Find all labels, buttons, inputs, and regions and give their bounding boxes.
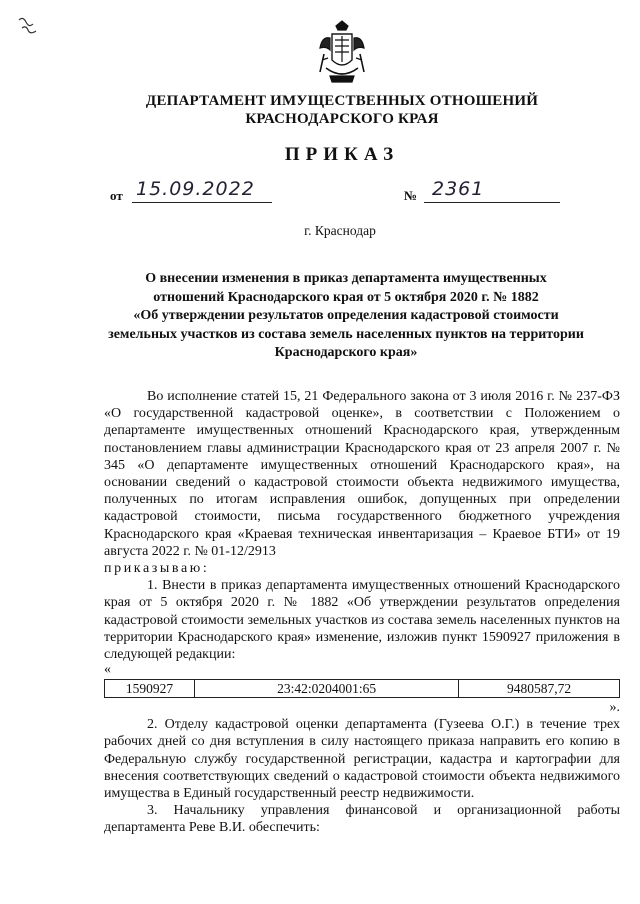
- date-underline: [132, 202, 272, 203]
- quote-close: ».: [609, 700, 620, 716]
- item-2-paragraph: 2. Отделу кадастровой оценки департамента (Гузеева О.Г.) в течение трех рабочих дней со дня вступления в силу настоящего приказа направить его копию в Федеральную службу государственной регистрации, кадастра и картографии для внесения соответствующих сведений о кадастровой стоимости объекта недвижимого имущества в Единый государственный реестр недвижимости.: [104, 717, 620, 802]
- number-label: №: [404, 188, 418, 203]
- table-cell-cadastral-number: 23:42:0204001:65: [195, 680, 459, 698]
- quote-open: «: [104, 662, 111, 678]
- date-handwritten: 15.09.2022: [136, 178, 255, 200]
- title-line: отношений Краснодарского края от 5 октября 2020 г. № 1882: [153, 289, 539, 305]
- city: г. Краснодар: [304, 223, 376, 238]
- document-title: [90, 270, 602, 363]
- item-1-paragraph: 1. Внести в приказ департамента имущественных отношений Краснодарского края от 5 октября 2020 г. № 1882 «Об утверждении результатов определения кадастровой стоимости земельных участков из состава земель населенных пунктов на территории Краснодарского края» изменение, изложив пункт 1590927 приложения в следующей редакции:: [104, 578, 620, 663]
- table-row: [105, 680, 620, 698]
- document-type: ПРИКАЗ: [284, 144, 400, 165]
- table-cell-cadastral-value: 9480587,72: [459, 680, 620, 698]
- title-line: «Об утверждении результатов определения кадастровой стоимости: [133, 308, 559, 323]
- pen-mark-icon: [16, 14, 42, 38]
- department-name-line2: КРАСНОДАРСКОГО КРАЯ: [245, 111, 439, 127]
- number-handwritten: 2361: [432, 178, 485, 200]
- coat-of-arms-icon: [316, 20, 368, 86]
- cadastral-table: [104, 679, 620, 698]
- document-body: [104, 388, 620, 837]
- order-word: приказываю:: [104, 561, 210, 577]
- number-underline: [424, 202, 560, 203]
- item-3-paragraph: 3. Начальнику управления финансовой и организационной работы департамента Реве В.И. обеспечить:: [104, 803, 620, 836]
- title-line: О внесении изменения в приказ департамента имущественных: [145, 271, 547, 286]
- department-name-line1: ДЕПАРТАМЕНТ ИМУЩЕСТВЕННЫХ ОТНОШЕНИЙ: [145, 93, 539, 109]
- date-label: от: [110, 188, 123, 203]
- title-line: земельных участков из состава земель населенных пунктов на территории: [108, 326, 584, 342]
- title-line: Краснодарского края»: [274, 345, 418, 360]
- preamble-paragraph: Во исполнение статей 15, 21 Федерального закона от 3 июля 2016 г. № 237-ФЗ «О государственной кадастровой оценке», в соответствии с Положением о департаменте имущественных отношений Краснодарского края, утвержденным постановлением главы администрации Краснодарского края от 23 апреля 2007 г. № 345 «О департаменте имущественных отношений Краснодарского края», на основании сведений о кадастровой стоимости объекта недвижимого имущества, полученных по итогам исправления ошибок, допущенных при определении кадастровой стоимости, письма государственного бюджетного учреждения Краснодарского края «Краевая техническая инвентаризация – Краевое БТИ» от 19 августа 2022 г. № 01-12/2913: [104, 389, 620, 559]
- table-cell-item-number: 1590927: [105, 680, 195, 698]
